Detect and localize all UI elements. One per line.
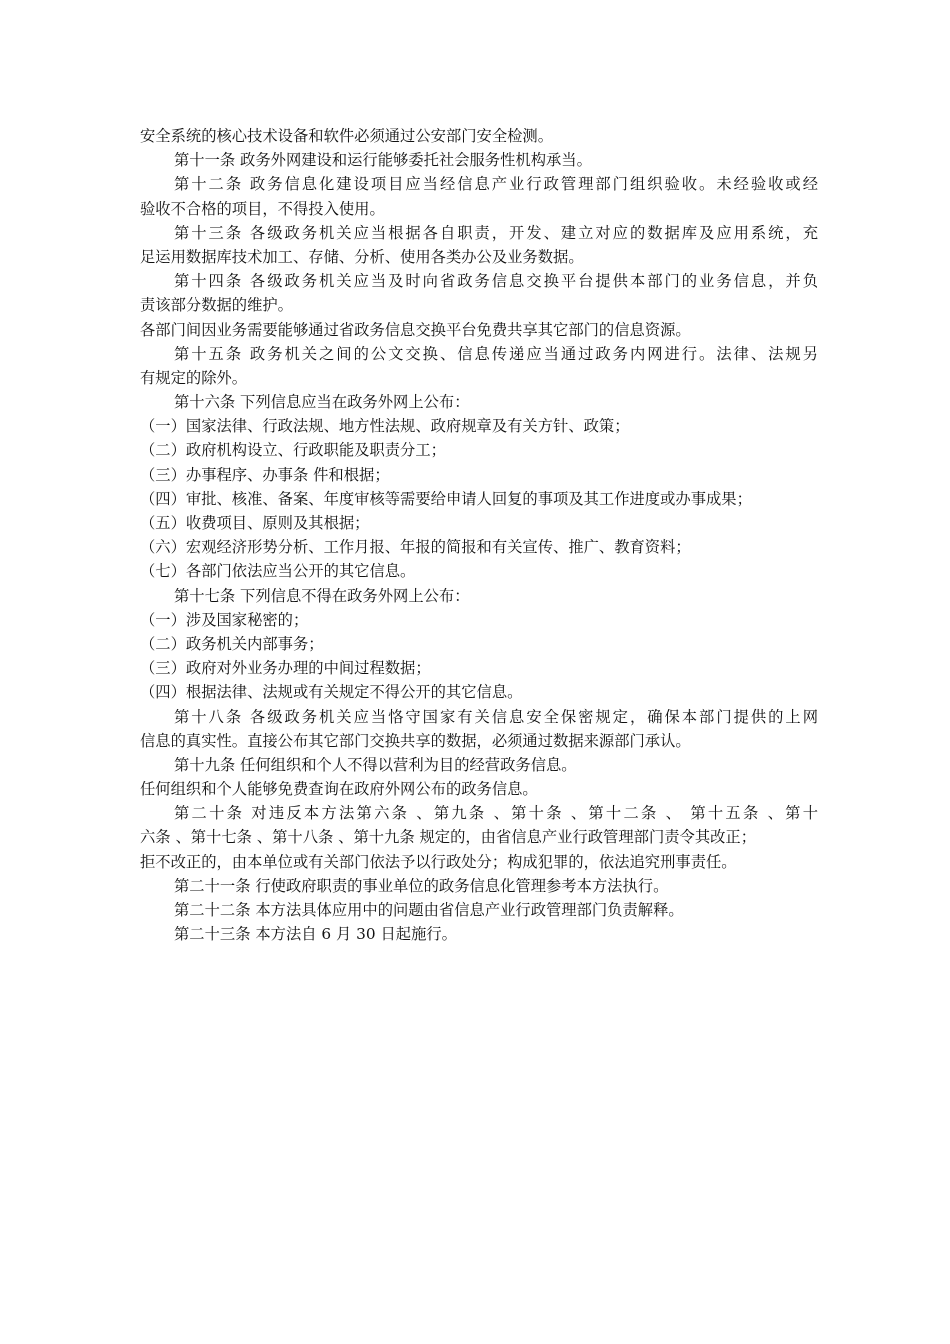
article-line: 第十一条 政务外网建设和运行能够委托社会服务性机构承当。 xyxy=(174,151,592,170)
article-line: 第十九条 任何组织和个人不得以营利为目的经营政务信息。 xyxy=(174,755,577,774)
text-line: 安全系统的核心技术设备和软件必须通过公安部门安全检测。 xyxy=(140,127,554,145)
text-line: 验收不合格的项目，不得投入使用。 xyxy=(140,199,385,218)
text-line: 足运用数据库技术加工、存储、分析、使用各类办公及业务数据。 xyxy=(140,247,584,266)
text-line: （二）政府机构设立、行政职能及职责分工； xyxy=(140,441,446,460)
article-line: 第二十条 对违反本方法第六条 、第九条 、第十条 、第十二条 、 第十五条 、第十 xyxy=(174,804,818,823)
text-line: （二）政务机关内部事务； xyxy=(140,634,324,653)
text-line: （七）各部门依法应当公开的其它信息。 xyxy=(140,562,416,581)
text-line: （四）审批、核准、备案、年度审核等需要给申请人回复的事项及其工作进度或办事成果； xyxy=(140,489,752,508)
article-line: 第十二条 政务信息化建设项目应当经信息产业行政管理部门组织验收。未经验收或经 xyxy=(174,175,818,194)
text-line: 各部门间因业务需要能够通过省政务信息交换平台免费共享其它部门的信息资源。 xyxy=(140,320,691,339)
article-line: 第二十二条 本方法具体应用中的问题由省信息产业行政管理部门负责解释。 xyxy=(174,901,684,919)
text-line: （四）根据法律、法规或有关规定不得公开的其它信息。 xyxy=(140,683,523,702)
text-line: （五）收费项目、原则及其根据； xyxy=(140,514,370,532)
text-line: （一）涉及国家秘密的； xyxy=(140,610,309,629)
article-line: 第二十一条 行使政府职责的事业单位的政务信息化管理参考本方法执行。 xyxy=(174,876,669,895)
article-line: 第十七条 下列信息不得在政务外网上公布： xyxy=(174,586,470,605)
text-line: 六条 、第十七条 、第十八条 、第十九条 规定的，由省信息产业行政管理部门责令其改正； xyxy=(140,828,757,847)
article-line: 第十四条 各级政务机关应当及时向省政务信息交换平台提供本部门的业务信息，并负 xyxy=(174,272,818,291)
text-line: 信息的真实性。直接公布其它部门交换共享的数据，必须通过数据来源部门承认。 xyxy=(140,731,691,750)
article-line: 第十六条 下列信息应当在政务外网上公布： xyxy=(174,393,470,412)
text-line: （六）宏观经济形势分析、工作月报、年报的简报和有关宣传、推广、教育资料； xyxy=(140,538,691,557)
article-line: 第十八条 各级政务机关应当恪守国家有关信息安全保密规定，确保本部门提供的上网 xyxy=(174,707,818,726)
text-line: 任何组织和个人能够免费查询在政府外网公布的政务信息。 xyxy=(140,780,538,799)
article-line: 第十三条 各级政务机关应当根据各自职责，开发、建立对应的数据库及应用系统，充 xyxy=(174,223,818,242)
text-line: （三）政府对外业务办理的中间过程数据； xyxy=(140,659,431,678)
text-line: 拒不改正的，由本单位或有关部门依法予以行政处分；构成犯罪的，依法追究刑事责任。 xyxy=(140,852,737,871)
document-body xyxy=(140,124,818,946)
article-line: 第十五条 政务机关之间的公文交换、信息传递应当通过政务内网进行。法律、法规另 xyxy=(174,344,818,363)
text-line: （一）国家法律、行政法规、地方性法规、政府规章及有关方针、政策； xyxy=(140,417,630,436)
text-line: （三）办事程序、办事条 件和根据； xyxy=(140,465,390,484)
text-line: 责该部分数据的维护。 xyxy=(140,296,293,315)
article-line: 第二十三条 本方法自 6 月 30 日起施行。 xyxy=(174,925,457,944)
text-line: 有规定的除外。 xyxy=(140,368,248,387)
